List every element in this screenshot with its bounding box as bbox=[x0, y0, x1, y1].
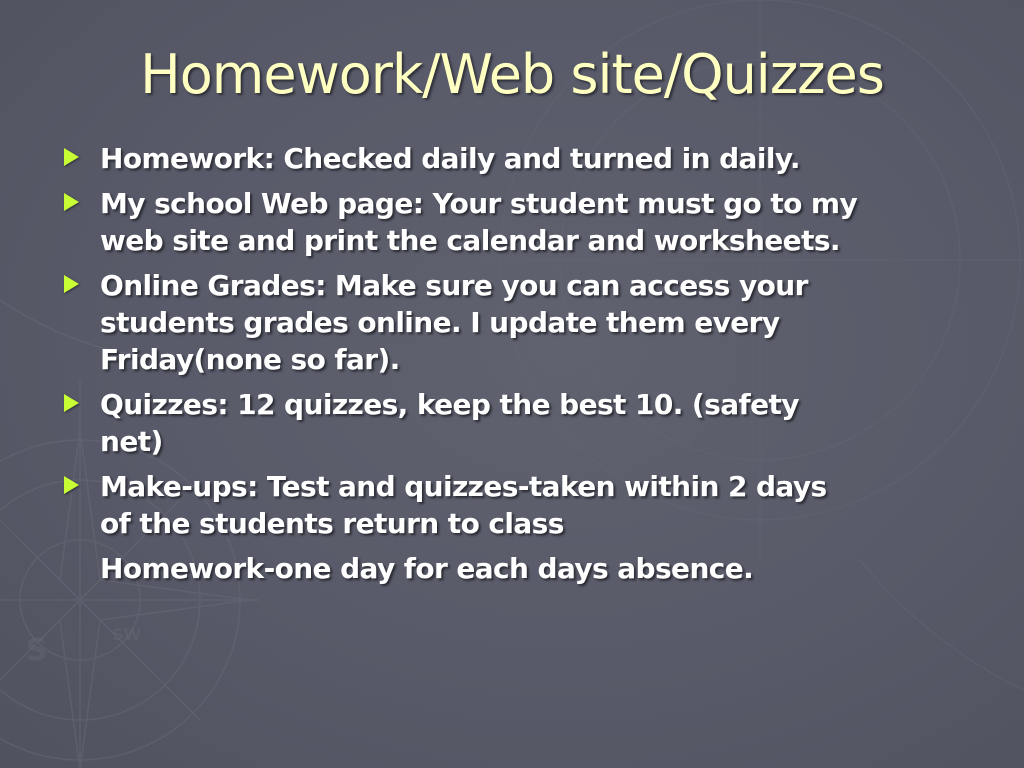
bullet-item-web-page bbox=[62, 185, 1002, 259]
svg-text:S: S bbox=[26, 633, 48, 668]
slide-title: Homework/Web site/Quizzes bbox=[140, 43, 884, 106]
bullet-item-quizzes bbox=[62, 386, 1002, 460]
bullet-line: Friday(none so far). bbox=[100, 343, 400, 376]
triangle-bullet-icon bbox=[64, 193, 79, 211]
bullet-line: Homework: Checked daily and turned in daily. bbox=[100, 142, 800, 175]
triangle-bullet-icon bbox=[64, 476, 79, 494]
bullet-list bbox=[62, 140, 1002, 587]
bullet-line: Quizzes: 12 quizzes, keep the best 10. (safety bbox=[100, 388, 799, 421]
triangle-bullet-icon bbox=[64, 275, 79, 293]
bullet-line: students grades online. I update them every bbox=[100, 306, 780, 339]
bullet-line: web site and print the calendar and worksheets. bbox=[100, 224, 840, 257]
bullet-line: net) bbox=[100, 425, 163, 458]
continuation-line-homework-absence bbox=[62, 550, 1002, 587]
bullet-item-make-ups bbox=[62, 468, 1002, 542]
bullet-line: Online Grades: Make sure you can access your bbox=[100, 269, 808, 302]
bullet-item-online-grades bbox=[62, 267, 1002, 378]
bullet-item-homework bbox=[62, 140, 1002, 177]
continuation-text: Homework-one day for each days absence. bbox=[100, 552, 754, 585]
triangle-bullet-icon bbox=[64, 148, 79, 166]
triangle-bullet-icon bbox=[64, 394, 79, 412]
bullet-line: Make-ups: Test and quizzes-taken within 2 days bbox=[100, 470, 827, 503]
bullet-line: My school Web page: Your student must go to my bbox=[100, 187, 858, 220]
bullet-line: of the students return to class bbox=[100, 507, 564, 540]
svg-text:SW: SW bbox=[112, 625, 142, 644]
